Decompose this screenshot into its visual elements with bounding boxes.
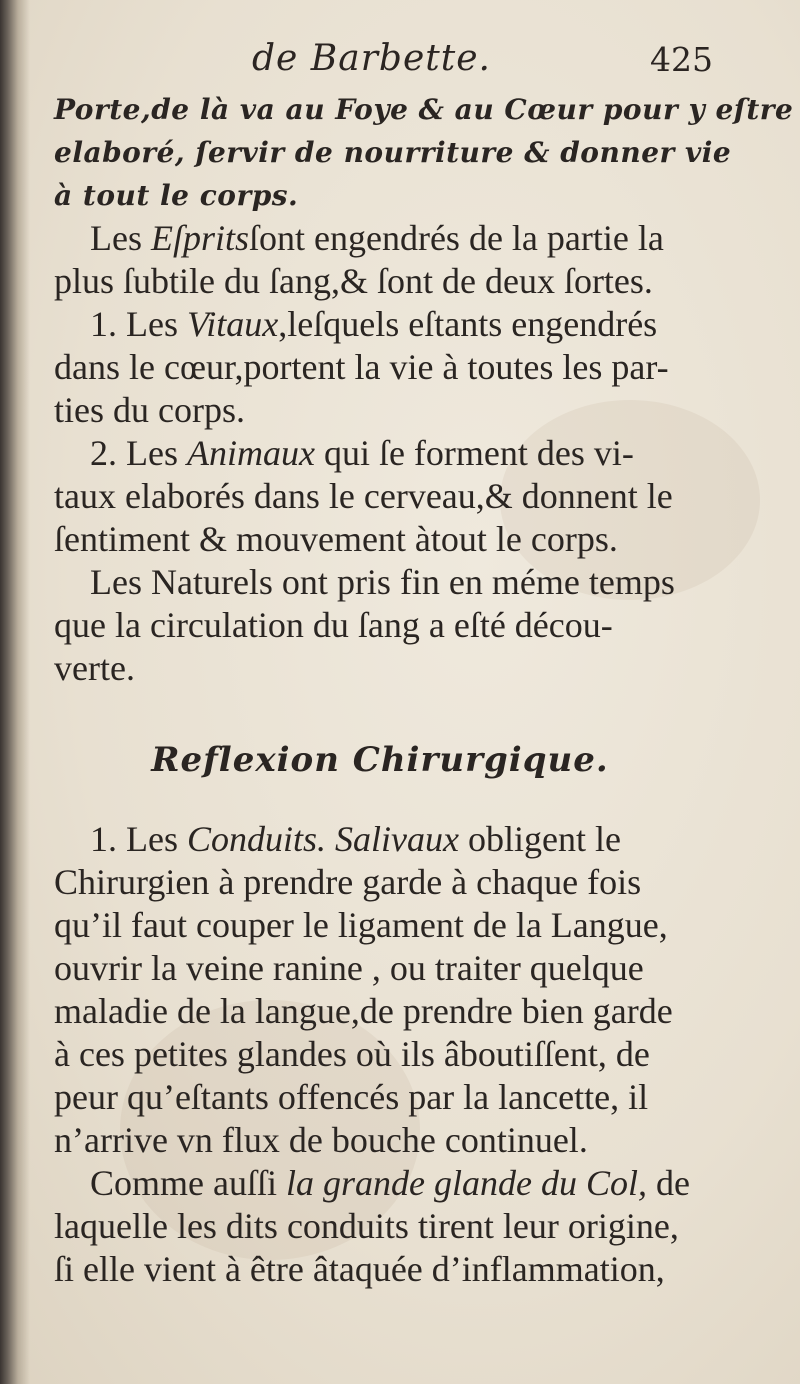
paragraph-continuation — [54, 88, 794, 217]
text-run: Les — [90, 218, 151, 258]
text-line: Porte,de là va au Foye & au Cœur pour y eſtre — [54, 93, 794, 126]
text-run: 1. Les — [90, 304, 187, 344]
paragraph-esprits — [54, 217, 744, 690]
text-line: ouvrir la veine ranine , ou traiter quelque — [54, 948, 644, 988]
emphasis-esprits: Eſprits — [150, 218, 249, 258]
paragraph-conduits — [54, 818, 744, 1291]
emphasis-vitaux: Vitaux — [186, 304, 279, 344]
text-line: verte. — [54, 648, 135, 688]
text-line: à ces petites glandes où ils âboutiſſent, de — [54, 1034, 650, 1074]
text-run: qui ſe forment des vi- — [314, 433, 634, 473]
text-run: 2. Les — [90, 433, 187, 473]
text-line: peur qu’eſtants offencés par la lancette, il — [54, 1077, 649, 1117]
running-head — [0, 36, 800, 86]
text-line: laquelle les dits conduits tirent leur origine, — [54, 1206, 679, 1246]
running-head-title: de Barbette. — [252, 38, 491, 79]
text-line: Chirurgien à prendre garde à chaque fois — [54, 862, 642, 902]
text-line — [54, 432, 744, 475]
text-run: ,leſquels eſtants engendrés — [278, 304, 658, 344]
section-heading-text: Reflexion Chirurgique. — [151, 740, 609, 780]
text-line: plus ſubtile du ſang,& ſont de deux ſortes. — [54, 261, 653, 301]
text-line: elaboré, ſervir de nourriture & donner vie — [54, 136, 732, 169]
text-run: ſont engendrés de la partie la — [249, 218, 664, 258]
text-line: à tout le corps. — [54, 179, 299, 212]
text-line: dans le cœur,portent la vie à toutes les par- — [54, 347, 669, 387]
page-number: 425 — [650, 40, 713, 79]
text-line: n’arrive vn flux de bouche continuel. — [54, 1120, 588, 1160]
binding-gutter — [0, 0, 30, 1384]
emphasis-conduits: Conduits. Salivaux — [186, 819, 459, 859]
text-line: maladie de la langue,de prendre bien garde — [54, 991, 673, 1031]
text-line — [54, 217, 744, 260]
text-line — [54, 303, 744, 346]
text-run: 1. Les — [90, 819, 187, 859]
text-line: qu’il faut couper le ligament de la Langue, — [54, 905, 668, 945]
emphasis-glande: la grande glande du Col, — [285, 1163, 647, 1203]
text-line: ties du corps. — [54, 390, 245, 430]
text-line — [54, 818, 744, 861]
text-line — [54, 1162, 744, 1205]
text-run: Comme auſſi — [90, 1163, 286, 1203]
text-line: taux elaborés dans le cerveau,& donnent le — [54, 476, 673, 516]
text-line: que la circulation du ſang a eſté décou- — [54, 605, 613, 645]
emphasis-animaux: Animaux — [186, 433, 315, 473]
section-heading — [0, 740, 800, 780]
text-line: ſentiment & mouvement àtout le corps. — [54, 519, 618, 559]
text-line: ſi elle vient à être âtaquée d’inflammation, — [54, 1249, 665, 1289]
text-run: de — [646, 1163, 690, 1203]
text-line: Les Naturels ont pris fin en méme temps — [90, 562, 675, 602]
text-run: obligent le — [458, 819, 621, 859]
